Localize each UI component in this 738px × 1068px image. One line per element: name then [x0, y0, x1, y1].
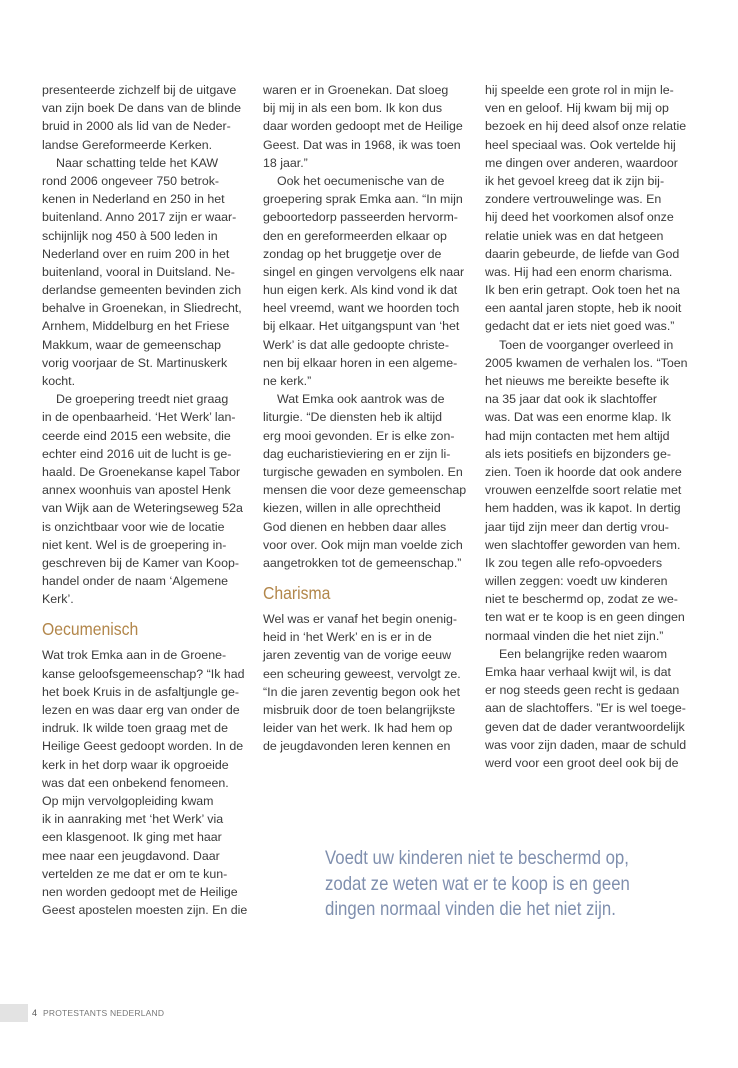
- body-text-line: kiezen, willen in alle oprechtheid: [263, 501, 441, 516]
- body-text-line: turgische gewaden en symbolen. En: [263, 464, 463, 479]
- body-text-line: haald. De Groenekanse kapel Tabor: [42, 464, 241, 479]
- article-column-1: [42, 81, 246, 919]
- body-text-line: relatie uniek was en dat hetgeen: [485, 228, 664, 243]
- pull-quote-line: zodat ze weten wat er te koop is en geen: [325, 872, 630, 895]
- pull-quote-line: Voedt uw kinderen niet te beschermd op,: [325, 847, 629, 869]
- body-text-line: een scheuring geweest, vervolgt ze.: [263, 666, 461, 681]
- body-text-line: normaal vinden die het niet zijn.”: [485, 628, 664, 643]
- body-text-line: heel vreemd, want we hoorden toch: [263, 301, 460, 316]
- body-text-line: God dienen en hebben daar alles: [263, 519, 447, 534]
- body-text-line: was. Hij had een enorm charisma.: [485, 264, 673, 279]
- footer-bar: [0, 1004, 28, 1022]
- body-text-line: Wat trok Emka aan in de Groene-: [42, 648, 227, 663]
- body-text-line: me dingen over anderen, waardoor: [485, 155, 678, 170]
- body-text-line: het boek Kruis in de asfaltjungle ge-: [42, 684, 239, 699]
- body-text-line: erg mooi gevonden. Er is elke zon-: [263, 428, 455, 443]
- body-text-line: willen zeggen: voedt uw kinderen: [485, 574, 668, 589]
- body-text-line: Ook het oecumenische van de: [277, 173, 445, 188]
- body-text-line: had mijn contacten met hem altijd: [485, 428, 670, 443]
- body-text-line: lezen en was daar erg van onder de: [42, 703, 240, 717]
- body-text-line: indruk. Ik wilde toen graag met de: [42, 721, 228, 736]
- body-text-line: als iets positiefs en bijzonders ge-: [485, 446, 671, 461]
- body-text-line: was voor zijn daden, maar de schuld: [485, 737, 687, 752]
- body-text-line: Geest. Dat was in 1968, ik was toen: [263, 137, 461, 152]
- body-text-line: dag eucharistieviering en er zijn li-: [263, 446, 451, 461]
- body-text-line: Wat Emka ook aantrok was de: [277, 392, 445, 407]
- body-text-line: ik in aanraking met ‘het Werk’ via: [42, 812, 224, 827]
- body-text-line: een klasgenoot. Ik ging met haar: [42, 830, 222, 845]
- body-text-line: Geest apostelen moesten zijn. En die: [42, 903, 248, 918]
- body-text-line: den en gereformeerden elkaar op: [263, 228, 447, 243]
- body-text-line: vorig voorjaar de St. Martinuskerk: [42, 355, 228, 370]
- body-text-line: bij elkaar. Het uitgangspunt van ‘het: [263, 319, 460, 334]
- body-text-line: in de openbaarheid. ‘Het Werk’ lan-: [42, 410, 236, 425]
- body-text-line: zondag op het bruggetje over de: [263, 246, 442, 261]
- body-text-line: kocht.: [42, 374, 76, 388]
- body-text-line: kerk in het dorp waar ik opgroeide: [42, 757, 229, 772]
- body-text-line: ven en geloof. Hij kwam bij mij op: [485, 101, 669, 116]
- body-text-line: daarin gebeurde, de liefde van God: [485, 246, 680, 261]
- body-text-line: geboortedorp passeerden hervorm-: [263, 210, 458, 225]
- body-text-line: Wel was er vanaf het begin onenig-: [263, 612, 458, 627]
- body-text-line: werd voor een groot deel ook bij de: [485, 755, 679, 770]
- body-text-line: behalve in Groenekan, in Sliedrecht,: [42, 301, 242, 316]
- body-text-line: Heilige Geest gedoopt worden. In de: [42, 739, 244, 754]
- body-text-line: “In die jaren zeventig begon ook het: [263, 684, 461, 699]
- body-text-line: jaar tijd zijn meer dan dertig vrou-: [485, 519, 669, 534]
- body-text-line: van Wijk aan de Weteringseweg 52a: [42, 501, 243, 516]
- body-text-line: niet te beschermd op, zodat ze we-: [485, 592, 678, 607]
- body-text-line: buitenland. Anno 2017 zijn er waar-: [42, 210, 237, 225]
- body-text-line: Ik zou tegen alle refo-opvoeders: [485, 555, 663, 570]
- body-text-line: geschreven bij de Kamer van Koop-: [42, 555, 239, 570]
- body-text-line: echter eind 2016 uit de lucht is ge-: [42, 446, 232, 461]
- body-text-line: bij mij in als een bom. Ik kon dus: [263, 101, 443, 116]
- page-number: 4: [32, 1008, 38, 1018]
- body-text-line: na 35 jaar dat ook ik slachtoffer: [485, 392, 657, 407]
- body-text-line: liturgie. “De diensten heb ik altijd: [263, 410, 443, 425]
- body-text-line: voor over. Ook mijn man voelde zich: [263, 537, 463, 552]
- body-text-line: groepering sprak Emka aan. “In mijn: [263, 192, 463, 207]
- body-text-line: mee naar een jeugdavond. Daar: [42, 848, 220, 863]
- body-text-line: presenteerde zichzelf bij de uitgave: [42, 83, 237, 97]
- body-text-line: hem hadden, was ik kapot. In dertig: [485, 501, 681, 516]
- pull-quote: [325, 846, 630, 923]
- body-text-line: misbruik door de toen belangrijkste: [263, 703, 456, 717]
- body-text-line: 2005 kwamen de verhalen los. “Toen: [485, 355, 688, 370]
- body-text-line: een aantal jaren stopte, heb ik nooit: [485, 301, 682, 316]
- section-heading: Charisma: [263, 583, 331, 604]
- body-text-line: Een belangrijke reden waarom: [499, 646, 668, 661]
- article-column-3: [485, 81, 691, 772]
- body-text-line: annex woonhuis van apostel Henk: [42, 483, 231, 498]
- body-text-line: hij deed het voorkomen alsof onze: [485, 210, 674, 225]
- body-text-line: Arnhem, Middelburg en het Friese: [42, 319, 230, 334]
- body-text-line: heid in ‘het Werk’ en is er in de: [263, 630, 432, 645]
- body-text-line: Op mijn vervolgopleiding kwam: [42, 793, 214, 808]
- body-text-line: Ik ben erin getrapt. Ook toen het na: [485, 283, 680, 298]
- body-text-line: ik het gevoel kreeg dat ik zijn bij-: [485, 173, 665, 188]
- body-text-line: zondere vertrouwelinge was. En: [485, 192, 662, 207]
- body-text-line: Toen de voorganger overleed in: [499, 337, 674, 352]
- body-text-line: wen slachtoffer geworden van hem.: [485, 537, 681, 552]
- body-text-line: mensen die voor deze gemeenschap: [263, 483, 467, 498]
- body-text-line: zien. Toen ik hoorde dat ook andere: [485, 464, 682, 479]
- body-text-line: leider van het werk. Ik had hem op: [263, 721, 453, 736]
- body-text-line: nen bij elkaar horen in een algeme-: [263, 355, 458, 370]
- body-text-line: buitenland, vooral in Duitsland. Ne-: [42, 264, 235, 279]
- body-text-line: van zijn boek De dans van de blinde: [42, 101, 242, 116]
- body-text-line: kanse geloofsgemeenschap? “Ik had: [42, 666, 245, 681]
- publication-name: PROTESTANTS NEDERLAND: [43, 1008, 165, 1018]
- page-footer: [0, 1004, 164, 1022]
- body-text-line: 18 jaar.”: [263, 155, 308, 170]
- section-heading: Oecumenisch: [42, 619, 139, 640]
- body-text-line: jaren zeventig van de vorige eeuw: [263, 648, 452, 663]
- body-text-line: ceerde eind 2015 een website, die: [42, 428, 231, 443]
- article-column-2: [263, 81, 467, 756]
- body-text-line: aan de slachtoffers. ”Er is wel toege-: [485, 701, 686, 716]
- body-text-line: kenen in Nederland en 250 in het: [42, 192, 225, 207]
- body-text-line: landse Gereformeerde Kerken.: [42, 137, 213, 152]
- body-text-line: de jeugdavonden leren kennen en: [263, 739, 451, 754]
- body-text-line: Makkum, waar de gemeenschap: [42, 337, 222, 352]
- body-text-line: er nog steeds geen recht is gedaan: [485, 683, 680, 698]
- body-text-line: vrouwen eenzelfde soort relatie met: [485, 483, 682, 498]
- body-text-line: Nederland over en ruim 200 in het: [42, 246, 230, 261]
- body-text-line: niet kent. Wel is de groepering in-: [42, 537, 227, 552]
- body-text-line: nen worden gedoopt met de Heilige: [42, 884, 238, 899]
- body-text-line: vertelden ze me dat er om te kun-: [42, 866, 228, 881]
- body-text-line: is onzichtbaar voor wie de locatie: [42, 519, 225, 534]
- body-text-line: derlandse gemeenten bevinden zich: [42, 283, 242, 298]
- body-text-line: hij speelde een grote rol in mijn le-: [485, 83, 674, 97]
- body-text-line: singel en gingen vervolgens elk naar: [263, 264, 465, 279]
- body-text-line: Emka haar verhaal kwijt wil, is dat: [485, 665, 671, 679]
- body-text-line: handel onder de naam ‘Algemene: [42, 574, 228, 589]
- body-text-line: bezoek en hij deed alsof onze relatie: [485, 119, 687, 134]
- body-text-line: gedacht dat er iets niet goed was.”: [485, 319, 675, 334]
- body-text-line: was dat een onbekend fenomeen.: [42, 775, 229, 790]
- body-text-line: aangetrokken tot de gemeenschap.”: [263, 555, 462, 570]
- body-text-line: geven dat de dader verantwoordelijk: [485, 719, 685, 734]
- body-text-line: daar worden gedoopt met de Heilige: [263, 119, 463, 134]
- body-text-line: ten wat er te koop is en geen dingen: [485, 610, 685, 625]
- body-text-line: Kerk’.: [42, 592, 74, 607]
- body-text-line: De groepering treedt niet graag: [56, 392, 229, 407]
- body-text-line: het nieuws me bereikte besefte ik: [485, 374, 669, 388]
- body-text-line: rond 2006 ongeveer 750 betrok-: [42, 173, 220, 188]
- body-text-line: Werk’ is dat alle gedoopte christe-: [263, 337, 449, 352]
- body-text-line: was. Dat was een enorme klap. Ik: [485, 410, 671, 425]
- body-text-line: schijnlijk nog 450 à 500 leden in: [42, 228, 218, 243]
- pull-quote-line: dingen normaal vinden die het niet zijn.: [325, 898, 616, 920]
- body-text-line: hun eigen kerk. Als kind vond ik dat: [263, 283, 458, 298]
- body-text-line: Naar schatting telde het KAW: [56, 155, 219, 170]
- body-text-line: heel speciaal was. Ook vertelde hij: [485, 137, 676, 152]
- body-text-line: bruid in 2000 als lid van de Neder-: [42, 119, 231, 134]
- body-text-line: waren er in Groenekan. Dat sloeg: [263, 83, 449, 97]
- body-text-line: ne kerk.”: [263, 374, 312, 388]
